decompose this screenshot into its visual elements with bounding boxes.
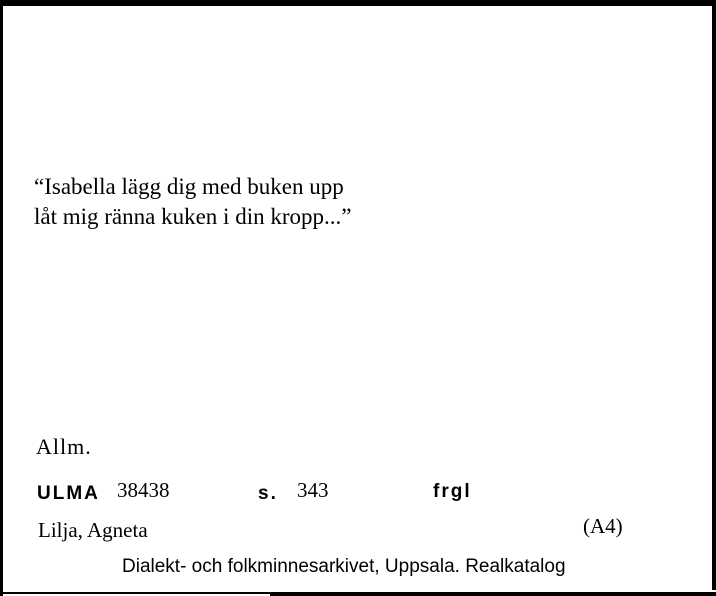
- recorder-name: Lilja, Agneta: [38, 518, 148, 542]
- page-number: 343: [297, 478, 329, 502]
- type-label: frgl: [433, 481, 472, 502]
- page-label: s.: [258, 483, 278, 504]
- archive-number: 38438: [117, 478, 170, 502]
- card-border-bottom: [270, 592, 716, 596]
- quote-line-1: “Isabella lägg dig med buken upp: [34, 174, 344, 199]
- classification-code: (A4): [583, 514, 623, 538]
- card-border-top: [0, 0, 716, 6]
- quote-line-2: låt mig ränna kuken i din kropp...”: [34, 204, 352, 229]
- card-border-bottom-left: [0, 592, 270, 594]
- archive-footer: Dialekt- och folkminnesarkivet, Uppsala. Realkatalog: [122, 556, 566, 577]
- archive-label: ULMA: [37, 483, 100, 504]
- category-label: Allm.: [36, 434, 92, 459]
- reference-row: [0, 478, 716, 508]
- quote-text: [34, 172, 351, 232]
